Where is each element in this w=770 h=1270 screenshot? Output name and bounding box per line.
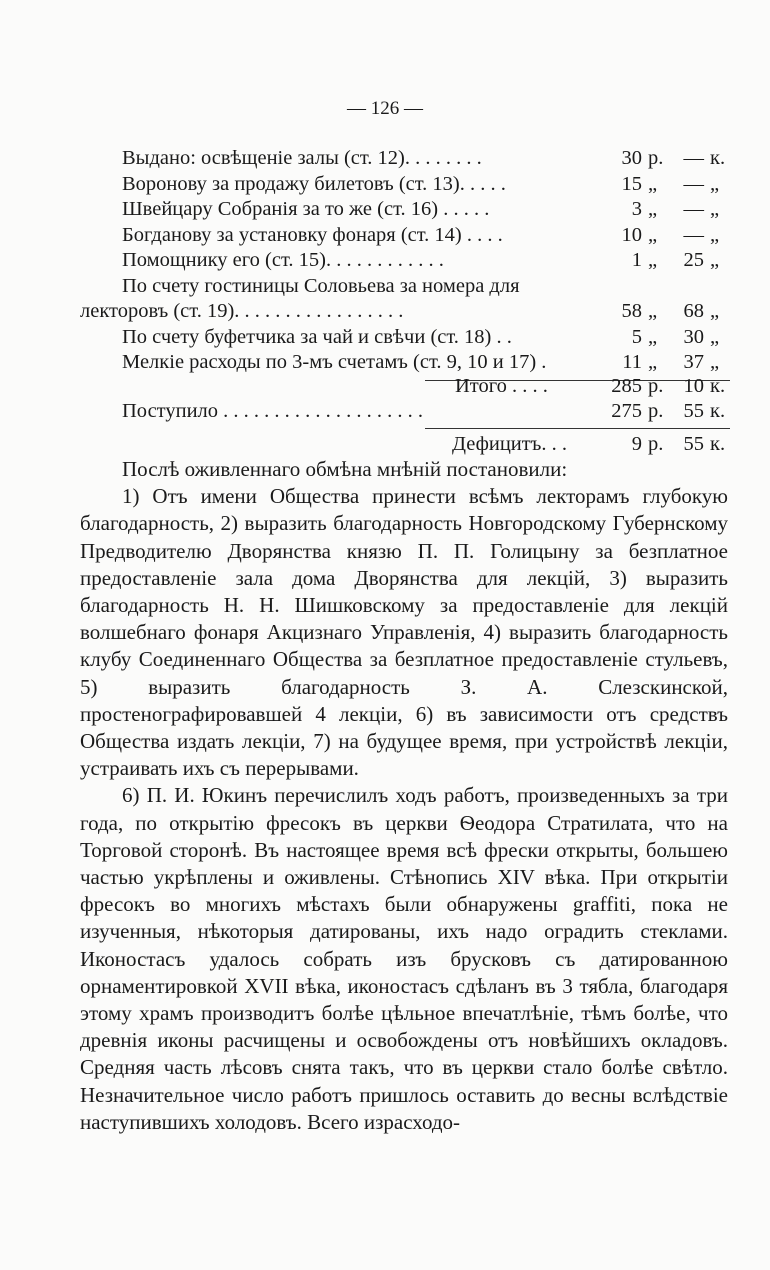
expense-label: Богданову за установку фонаря (ст. 14) . . . . xyxy=(122,223,503,246)
expense-kop: — xyxy=(683,198,704,220)
deficit-row xyxy=(80,432,730,458)
deficit-kop-unit: к. xyxy=(710,433,726,455)
expense-kop-unit: „ xyxy=(710,249,720,271)
total-row xyxy=(80,374,730,400)
expense-row xyxy=(80,274,730,300)
expense-row xyxy=(80,325,730,351)
expense-rub-unit: „ xyxy=(648,198,658,220)
expense-rub: 10 xyxy=(621,223,642,246)
expense-rub: 15 xyxy=(621,172,642,195)
expense-label: Воронову за продажу билетовъ (ст. 13). . . . . xyxy=(122,172,506,195)
expense-row xyxy=(80,223,730,249)
deficit-label: Дефицитъ. . . xyxy=(452,433,567,455)
deficit-rub: 9 xyxy=(631,433,642,455)
paragraph-frescoes: 6) П. И. Юкинъ перечислилъ ходъ работъ, произведенныхъ за три года, по открытію фресокъ въ церкви Ѳеодора Стратилата, что на Торговой сторонѣ. Въ настоящее время всѣ фрески открыты, большею частью укрѣплены и оживлены. Стѣнопись XIV вѣка. При открытіи фресокъ во многихъ мѣстахъ были обнаружены graffiti, пока не изученныя, нѣкоторыя датированы, ихъ надо оградить стеклами. Иконостасъ удалось собрать изъ брусковъ съ датированною орнаментировкой XVII вѣка, иконостасъ сдѣланъ въ 3 тябла, благодаря этому храмъ производитъ болѣе цѣльное впечатлѣніе, тѣмъ болѣе, что древнія иконы расчищены и освобождены отъ новѣйшихъ окладовъ. Средняя часть лѣсовъ снята такъ, что въ церкви стало болѣе свѣтло. Незначительное число работъ пришлось оставить до весны вслѣдствіе наступившихъ холодовъ. Всего израсходо- xyxy=(80,783,728,1134)
received-kop: 55 xyxy=(683,400,704,422)
expense-row xyxy=(80,350,730,376)
expense-kop: — xyxy=(683,223,704,246)
expense-label: Выдано: освѣщеніе залы (ст. 12). . . . . . . . xyxy=(122,147,482,169)
expense-kop-unit: „ xyxy=(710,300,720,322)
expense-rub-unit: р. xyxy=(648,147,664,169)
expense-kop-unit: к. xyxy=(710,147,726,169)
expense-kop-unit: „ xyxy=(710,172,720,195)
expense-rub-unit: „ xyxy=(648,300,658,322)
expense-row xyxy=(80,248,730,274)
expense-kop: 37 xyxy=(683,351,704,373)
deficit-rule xyxy=(425,428,730,429)
deficit-kop: 55 xyxy=(683,433,704,455)
total-kop-unit: к. xyxy=(710,375,726,397)
expense-rub: 1 xyxy=(631,249,642,271)
page-number: — 126 — xyxy=(347,98,423,119)
expense-row xyxy=(80,172,730,198)
paragraph-intro: Послѣ оживленнаго обмѣна мнѣній постановили: xyxy=(122,457,568,481)
received-row xyxy=(80,399,730,425)
expense-kop-unit: „ xyxy=(710,325,720,348)
expense-label: Помощнику его (ст. 15). . . . . . . . . . . . xyxy=(122,249,444,271)
expense-label: Мелкіе расходы по 3-мъ счетамъ (ст. 9, 10 и 17) . xyxy=(122,351,547,373)
expense-label: Швейцару Собранія за то же (ст. 16) . . . . . xyxy=(122,198,490,220)
paragraph-resolutions: 1) Отъ имени Общества принести всѣмъ лекторамъ глубокую благодарность, 2) выразить благодарность Новгородскому Губернскому Предводителю Дворянства князю П. П. Голицыну за безплатное предоставленіе зала дома Дворянства для лекцій, 3) выразить благодарность Н. Н. Шишковскому за предоставленіе для лекцій волшебнаго фонаря Акцизнаго Управленія, 4) выразить благодарность клубу Соединеннаго Общества за безплатное предоставленіе стульевъ, 5) выразить благодарность З. А. Слезскинской, простенографировавшей 4 лекціи, 6) въ зависимости отъ средствъ Общества издать лекціи, 7) на будущее время, при устройствѣ лекціи, устраивать ихъ съ перерывами. xyxy=(80,484,728,781)
expense-account xyxy=(80,146,730,455)
expense-label: лекторовъ (ст. 19). . . . . . . . . . . . . . . . . xyxy=(80,300,404,322)
expense-label: По счету гостиницы Соловьева за номера для xyxy=(122,274,520,297)
expense-kop: 30 xyxy=(683,325,704,348)
received-label: Поступило . . . . . . . . . . . . . . . . . . . . xyxy=(122,400,424,422)
deficit-rub-unit: р. xyxy=(648,433,664,455)
expense-kop-unit: „ xyxy=(710,223,720,246)
expense-label: По счету буфетчика за чай и свѣчи (ст. 18) . . xyxy=(122,325,512,348)
expense-rub-unit: „ xyxy=(648,325,658,348)
expense-kop: — xyxy=(683,147,704,169)
received-rub: 275 xyxy=(611,400,642,422)
expense-rub-unit: „ xyxy=(648,249,658,271)
expense-rub-unit: „ xyxy=(648,351,658,373)
expense-rub: 11 xyxy=(622,351,642,373)
expense-kop-unit: „ xyxy=(710,351,720,373)
expense-row xyxy=(80,146,730,172)
total-rub-unit: р. xyxy=(648,375,664,397)
expense-kop: — xyxy=(683,172,704,195)
expense-rub: 30 xyxy=(621,147,642,169)
expense-row xyxy=(80,299,730,325)
expense-rub: 5 xyxy=(631,325,642,348)
total-rub: 285 xyxy=(611,375,642,397)
expense-rub-unit: „ xyxy=(648,223,658,246)
body-text xyxy=(80,456,728,1136)
received-rub-unit: р. xyxy=(648,400,664,422)
received-kop-unit: к. xyxy=(710,400,726,422)
expense-kop-unit: „ xyxy=(710,198,720,220)
expense-rub: 3 xyxy=(631,198,642,220)
expense-kop: 25 xyxy=(683,249,704,271)
total-kop: 10 xyxy=(683,375,704,397)
total-label: Итого . . . . xyxy=(455,375,548,397)
expense-row xyxy=(80,197,730,223)
expense-rub-unit: „ xyxy=(648,172,658,195)
expense-rub: 58 xyxy=(621,300,642,322)
expense-kop: 68 xyxy=(683,300,704,322)
